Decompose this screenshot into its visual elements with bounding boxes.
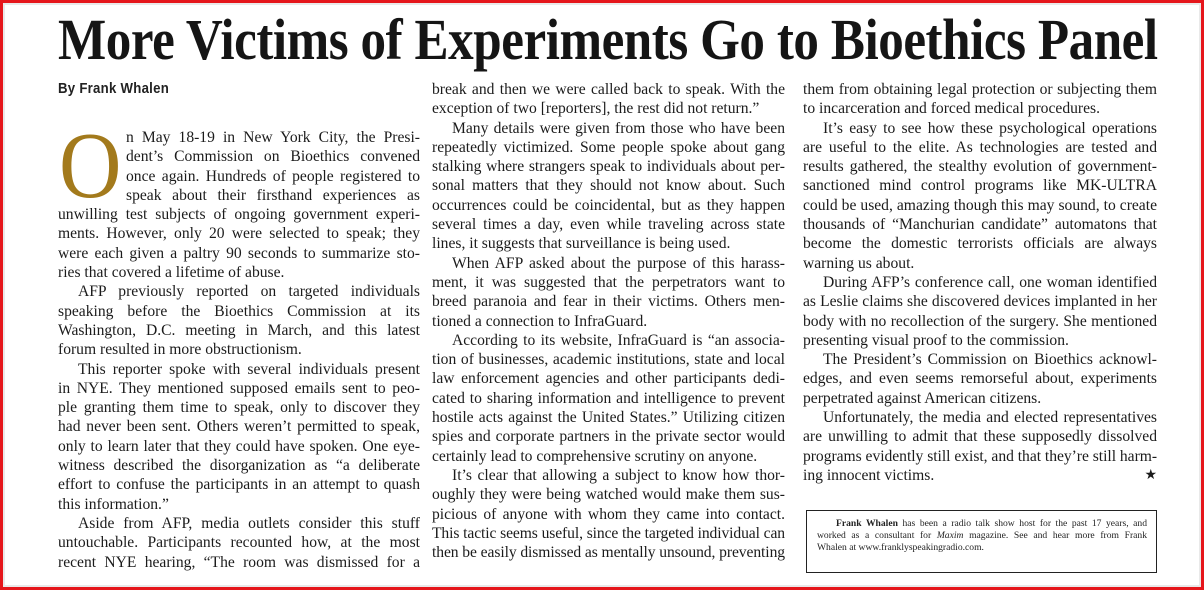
text-line: break and then we were called back to speak. With the: [432, 81, 785, 98]
text-line: untouchable. Participants recounted how, at the most: [58, 534, 420, 552]
bio-line-3: Whalen at www.franklyspeakingradio.com.: [817, 542, 984, 553]
text-line: law enforcement agencies and other participants dedi-: [432, 370, 785, 388]
text-line: as Leslie claims she discovered devices implanted in her: [803, 293, 1157, 311]
text-line: this information.”: [58, 495, 169, 513]
author-bio-box: [806, 510, 1157, 573]
text-line: recent NYE hearing, “The room was dismissed for a: [58, 553, 420, 571]
text-line: ment, it was suggested that the perpetrators want to: [432, 273, 785, 291]
text-line: spies and corporate partners in the private sector would: [432, 428, 785, 446]
text-line: warning us about.: [803, 254, 915, 272]
text-line: repeatedly victimized. Some people spoke about gang: [432, 138, 785, 156]
text-line: edges, and even seems remorseful about, experiments: [803, 370, 1157, 388]
headline-container: [58, 8, 1158, 72]
text-line: n May 18-19 in New York City, the Presi-: [126, 129, 420, 146]
text-line: sanctioned mind control programs like MK-ULTRA: [803, 177, 1157, 195]
text-line: breed paranoia and fear in their victims. Others men-: [432, 293, 785, 311]
text-line: tion of businesses, academic institutions, state and local: [432, 351, 785, 369]
text-line: This reporter spoke with several individuals present: [78, 360, 420, 378]
text-line: During AFP’s conference call, one woman identified: [823, 273, 1157, 291]
text-line: could be used, amazing though this may sound, to create: [803, 196, 1157, 214]
text-line: exception of two [reporters], the rest did not return.”: [432, 100, 760, 118]
text-line: are useful to the elite. As technologies are tested and: [803, 138, 1157, 156]
text-line: AFP previously reported on targeted individuals: [78, 283, 420, 301]
text-line: According to its website, InfraGuard is “an associa-: [452, 331, 785, 349]
text-line: sonal matters that they should not know about. Such: [432, 177, 785, 195]
text-line: were each given a paltry 90 seconds to summarize sto-: [58, 244, 420, 262]
text-line: several times a day, even while traveling across state: [432, 216, 785, 234]
text-line: Aside from AFP, media outlets consider this stuff: [78, 514, 420, 532]
text-line: speak about their firsthand experiences as: [126, 186, 420, 204]
text-line: body with no recollection of the surgery. She mentioned: [803, 312, 1157, 330]
article-column-2: [432, 80, 785, 562]
text-line: certainly lead to comprehensive scrutiny on anyone.: [432, 447, 758, 465]
bio-line-2-post: magazine. See and hear more from Frank: [963, 530, 1147, 541]
text-line: become the domestic terrorists officials are always: [803, 235, 1157, 253]
drop-cap: O: [59, 114, 122, 218]
text-line: forum resulted in more obstructionism.: [58, 341, 302, 359]
text-line: ments. However, only 20 were selected to speak; they: [58, 225, 420, 243]
text-line: tioned a connection to InfraGuard.: [432, 312, 648, 330]
text-line: lines, it suggests that surveillance is being used.: [432, 235, 731, 253]
text-line: cated to sharing information and intelligence to prevent: [432, 389, 785, 407]
text-line: programs evidently still exist, and that they’re still harm-: [803, 447, 1157, 465]
text-line: results gathered, the stealthy evolution of government-: [803, 158, 1157, 176]
text-line: speaking before the Bioethics Commission at its: [58, 302, 420, 320]
text-line: ries that covered a lifetime of abuse.: [58, 264, 285, 282]
text-line: unwilling test subjects of ongoing government experi-: [58, 206, 420, 224]
text-line: ing innocent victims. ★: [803, 466, 1157, 484]
text-line: to incarceration and forced medical procedures.: [803, 100, 1100, 118]
text-line: hostile acts against the United States.” Utilizing citizen: [432, 409, 785, 427]
text-line: oughly they were being watched would make them sus-: [432, 486, 785, 504]
text-line: had never been sent. Others weren’t permitted to speak,: [58, 418, 420, 436]
text-line: picious of anyone with whom they came into contact.: [432, 505, 785, 523]
text-line: only to learn later that they could have spoken. One eye-: [58, 437, 420, 455]
text-line: witness described the disorganization as “a deliberate: [58, 457, 420, 475]
bio-line-2: [817, 530, 1147, 542]
text-line: ple granting them time to speak, only to discover they: [58, 399, 420, 417]
text-line: dent’s Commission on Bioethics convened: [126, 148, 420, 166]
text-line: stalking where strangers speak to individuals about per-: [432, 158, 785, 176]
text-line: then be easily dismissed as mentally unsound, preventing: [432, 544, 785, 562]
text-line: It’s clear that allowing a subject to know how thor-: [452, 466, 785, 484]
text-line: This tactic seems useful, since the targeted individual can: [432, 524, 785, 542]
text-line: thousands of “Manchurian candidate” automatons that: [803, 216, 1157, 234]
text-line: When AFP asked about the purpose of this harass-: [452, 254, 785, 272]
text-line: Washington, D.C. meeting in March, and this latest: [58, 321, 420, 339]
bio-author-name: Frank Whalen: [836, 518, 898, 529]
headline: More Victims of Experiments Go to Bioethics Panel: [58, 7, 1158, 72]
text-line: Many details were given from those who have been: [452, 119, 785, 137]
text-line: in NYE. They mentioned supposed emails sent to peo-: [58, 379, 420, 397]
text-line: The President’s Commission on Bioethics acknowl-: [823, 351, 1157, 369]
byline: By Frank Whalen: [58, 80, 170, 97]
text-line: are unwilling to admit that these supposedly dissolved: [803, 428, 1157, 446]
text-line: occurrences could be coincidental, but as they happen: [432, 196, 785, 214]
text-line: It’s easy to see how these psychological operations: [823, 119, 1157, 137]
text-line: presenting visual proof to the commission.: [803, 331, 1069, 349]
article-column-1: [58, 114, 420, 572]
bio-magazine-name: Maxim: [936, 530, 964, 541]
bio-line-1: [817, 518, 1147, 530]
end-mark-star-icon: ★: [1144, 467, 1157, 483]
bio-line-1-text: has been a radio talk show host for the past 17 years, and: [897, 518, 1147, 529]
text-line: once again. Hundreds of people registered to: [126, 167, 420, 185]
text-line: them from obtaining legal protection or subjecting them: [803, 81, 1157, 98]
text-line: Unfortunately, the media and elected representatives: [823, 409, 1157, 427]
text-line: perpetrated against American citizens.: [803, 389, 1042, 407]
text-line: effort to confuse the participants in an attempt to quash: [58, 476, 420, 494]
article-column-3: [803, 80, 1157, 485]
bio-line-2-pre: worked as a consultant for: [817, 530, 937, 541]
